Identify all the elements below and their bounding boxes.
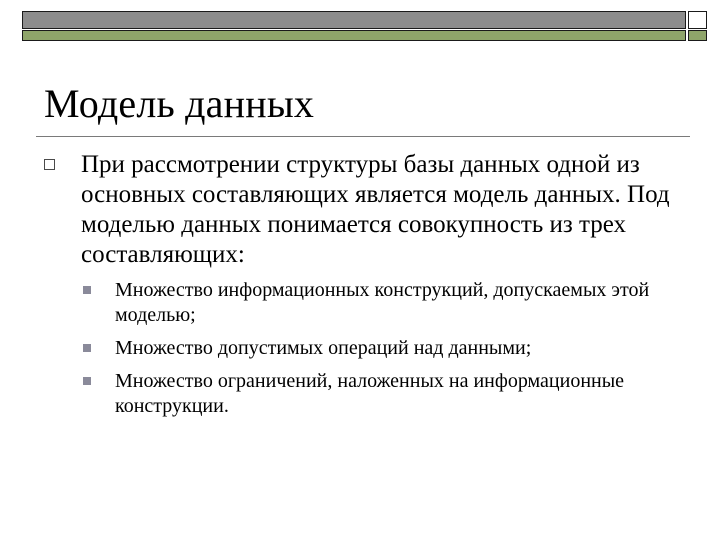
- header-bar-green: [22, 30, 686, 41]
- sub-bullet-text: Множество допустимых операций над данными;: [115, 337, 532, 359]
- list-item: [80, 336, 680, 361]
- list-item: [80, 278, 680, 328]
- header-corner-box-green: [688, 30, 707, 41]
- title-divider: [36, 136, 690, 137]
- slide-title: Модель данных: [44, 81, 315, 126]
- list-item: [80, 369, 680, 419]
- hollow-square-icon: [44, 159, 55, 170]
- filled-square-icon: [83, 344, 91, 352]
- main-bullet-text: При рассмотрении структуры базы данных одной из основных составляющих является модель данных. Под моделью данных понимается совокупность из трех составляющих:: [81, 151, 670, 268]
- sub-bullet-text: Множество информационных конструкций, допускаемых этой моделью;: [115, 279, 650, 326]
- filled-square-icon: [83, 286, 91, 294]
- header-corner-box: [688, 11, 707, 29]
- header-bar-outline: [22, 11, 686, 29]
- sub-bullet-text: Множество ограничений, наложенных на информационные конструкции.: [115, 370, 625, 417]
- sub-bullet-list: [80, 278, 680, 427]
- filled-square-icon: [83, 377, 91, 385]
